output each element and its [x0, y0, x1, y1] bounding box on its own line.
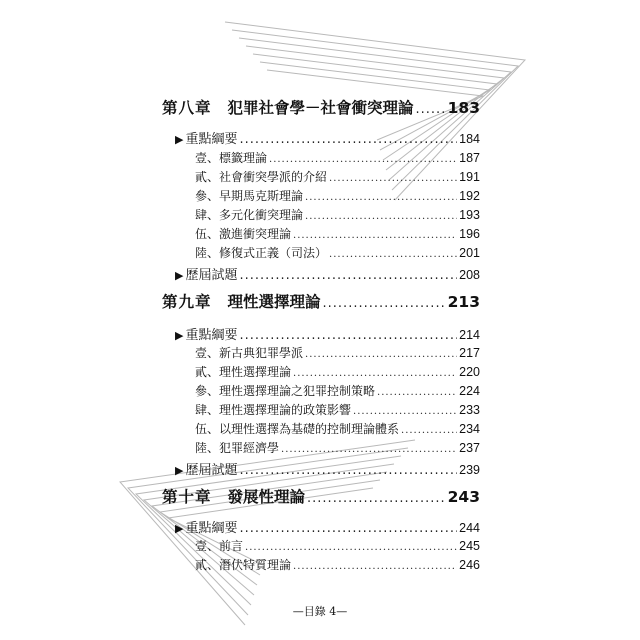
- section-label: 重點綱要: [185, 132, 238, 147]
- toc-section[interactable]: [175, 459, 480, 478]
- leader-dots: [353, 406, 457, 417]
- chapter-label: 第八章: [162, 99, 212, 117]
- triangle-right-icon: ▶: [175, 269, 184, 282]
- entry-title: 肆、理性選擇理論的政策影響: [195, 403, 352, 417]
- triangle-right-icon: ▶: [175, 522, 184, 535]
- entry-title: 伍、以理性選擇為基礎的控制理論體系: [195, 422, 400, 436]
- entry-title: 肆、多元化衝突理論: [195, 208, 304, 222]
- toc-entry[interactable]: [195, 382, 480, 399]
- entry-title: 貳、潛伏特質理論: [195, 558, 292, 572]
- chapter-heading[interactable]: [162, 290, 480, 312]
- chapter-page-number: 183: [447, 99, 480, 117]
- toc-entry[interactable]: [195, 244, 480, 261]
- chapter-page-number: 213: [447, 293, 480, 311]
- triangle-right-icon: ▶: [175, 464, 184, 477]
- chapter-label: 第九章: [162, 293, 212, 311]
- entry-page-number: 224: [459, 384, 480, 398]
- leader-dots: [239, 132, 457, 147]
- section-page-number: 208: [459, 268, 480, 282]
- entry-title: 壹、標籤理論: [195, 151, 268, 165]
- leader-dots: [245, 542, 457, 553]
- toc-entry[interactable]: [195, 187, 480, 204]
- leader-dots: [305, 192, 457, 203]
- toc-entry[interactable]: [195, 168, 480, 185]
- leader-dots: [329, 173, 457, 184]
- chapter-title: 發展性理論: [227, 488, 306, 506]
- entry-title: 貳、理性選擇理論: [195, 365, 292, 379]
- chapter-label: 第十章: [162, 488, 212, 506]
- entry-page-number: 233: [459, 403, 480, 417]
- section-page-number: 244: [459, 521, 480, 535]
- toc-entry[interactable]: [195, 344, 480, 361]
- leader-dots: [305, 349, 457, 360]
- leader-dots: [416, 102, 446, 117]
- toc-section[interactable]: [175, 324, 480, 343]
- leader-dots: [305, 211, 457, 222]
- chapter-page-number: 243: [447, 488, 480, 506]
- toc-entry[interactable]: [195, 401, 480, 418]
- entry-page-number: 245: [459, 539, 480, 553]
- triangle-right-icon: ▶: [175, 329, 184, 342]
- toc-section[interactable]: [175, 264, 480, 283]
- entry-title: 壹、新古典犯罪學派: [195, 346, 304, 360]
- leader-dots: [329, 249, 457, 260]
- toc-entry[interactable]: [195, 149, 480, 166]
- section-label: 歷屆試題: [185, 268, 238, 283]
- chapter-heading[interactable]: [162, 485, 480, 507]
- leader-dots: [293, 230, 457, 241]
- leader-dots: [269, 154, 457, 165]
- section-page-number: 239: [459, 463, 480, 477]
- leader-dots: [323, 296, 446, 311]
- toc-entry[interactable]: [195, 225, 480, 242]
- leader-dots: [281, 444, 457, 455]
- section-label: 重點綱要: [185, 328, 238, 343]
- toc-entry[interactable]: [195, 206, 480, 223]
- leader-dots: [293, 561, 457, 572]
- leader-dots: [239, 328, 457, 343]
- toc-section[interactable]: [175, 128, 480, 147]
- leader-dots: [239, 521, 457, 536]
- leader-dots: [377, 387, 457, 398]
- entry-page-number: 201: [459, 246, 480, 260]
- entry-page-number: 237: [459, 441, 480, 455]
- leader-dots: [239, 268, 457, 283]
- entry-page-number: 217: [459, 346, 480, 360]
- toc-entry[interactable]: [195, 439, 480, 456]
- section-label: 歷屆試題: [185, 463, 238, 478]
- chapter-title: 犯罪社會學－社會衝突理論: [227, 99, 414, 117]
- entry-page-number: 196: [459, 227, 480, 241]
- leader-dots: [293, 368, 457, 379]
- leader-dots: [239, 463, 457, 478]
- triangle-right-icon: ▶: [175, 133, 184, 146]
- entry-title: 陸、修復式正義（司法）: [195, 246, 328, 260]
- entry-page-number: 193: [459, 208, 480, 222]
- toc-entry[interactable]: [195, 363, 480, 380]
- entry-page-number: 220: [459, 365, 480, 379]
- entry-title: 參、理性選擇理論之犯罪控制策略: [195, 384, 376, 398]
- section-page-number: 214: [459, 328, 480, 342]
- entry-title: 陸、犯罪經濟學: [195, 441, 280, 455]
- entry-page-number: 187: [459, 151, 480, 165]
- entry-title: 伍、激進衝突理論: [195, 227, 292, 241]
- entry-title: 參、早期馬克斯理論: [195, 189, 304, 203]
- entry-title: 貳、社會衝突學派的介紹: [195, 170, 328, 184]
- toc-entry[interactable]: [195, 556, 480, 573]
- leader-dots: [401, 425, 457, 436]
- toc-section[interactable]: [175, 517, 480, 536]
- section-label: 重點綱要: [185, 521, 238, 536]
- entry-page-number: 191: [459, 170, 480, 184]
- entry-title: 壹、前言: [195, 539, 244, 553]
- section-page-number: 184: [459, 132, 480, 146]
- entry-page-number: 246: [459, 558, 480, 572]
- leader-dots: [307, 491, 446, 506]
- toc-entry[interactable]: [195, 537, 480, 554]
- chapter-heading[interactable]: [162, 96, 480, 118]
- entry-page-number: 192: [459, 189, 480, 203]
- page-footer: —目錄 4—: [292, 605, 348, 618]
- chapter-title: 理性選擇理論: [227, 293, 321, 311]
- entry-page-number: 234: [459, 422, 480, 436]
- toc-entry[interactable]: [195, 420, 480, 437]
